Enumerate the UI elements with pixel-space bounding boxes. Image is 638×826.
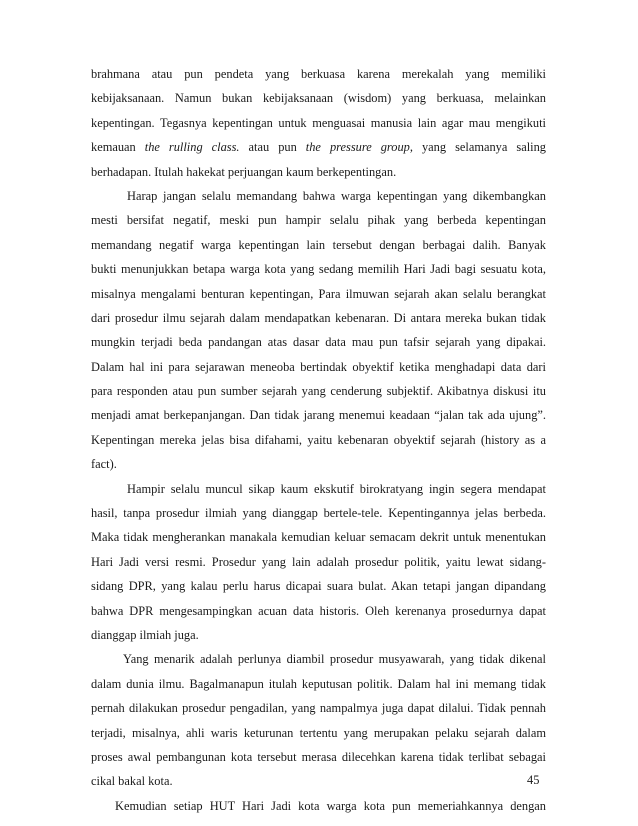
line-text: menjadi amat berkepanjangan. Dan tidak jarang menemui keadaan “jalan tak ada ujung”. xyxy=(91,408,546,423)
line-text: memandang negatif warga kepentingan lain tersebut dengan berbagai dalih. Banyak xyxy=(91,237,546,252)
text-line xyxy=(91,135,546,159)
page-number: 45 xyxy=(527,773,540,787)
line-text: kepentingan. Tegasnya kepentingan untuk menguasai manusia lain agar mau mengikuti xyxy=(91,115,546,130)
line-text: bukti menunjukkan betapa warga kota yang sedang memilih Hari Jadi bagi sesuatu kota, xyxy=(91,262,546,277)
text-line xyxy=(91,86,546,110)
line-text: Harap jangan selalu memandang bahwa warga kepentingan yang dikembangkan xyxy=(127,188,546,203)
text-line xyxy=(91,355,546,379)
line-text: bahwa DPR mengesampingkan acuan data historis. Oleh kerenanya prosedurnya dapat xyxy=(91,603,546,618)
text-line xyxy=(91,282,546,306)
italic-phrase: the pressure group, xyxy=(305,140,413,155)
text-line xyxy=(91,428,546,452)
line-text: para responden atau pun sumber sejarah yang cenderung subjektif. Akibatnya diskusi itu xyxy=(91,384,546,399)
line-text: Dalam hal ini para sejarawan meneoba bertindak obyektif ketika menghadapi data dari xyxy=(91,359,546,374)
text-line xyxy=(91,721,546,745)
line-text: Kemudian setiap HUT Hari Jadi kota warga kota pun memeriahkannya dengan xyxy=(115,798,546,813)
line-text: fact). xyxy=(91,457,117,472)
text-line xyxy=(91,306,546,330)
text-line xyxy=(91,794,546,818)
line-text: proses awal pembangunan kota tersebut merasa dilecehkan karena tidak terlibat sebagai xyxy=(91,749,546,764)
text-line xyxy=(91,330,546,354)
text-line xyxy=(91,696,546,720)
line-text: brahmana atau pun pendeta yang berkuasa karena merekalah yang memiliki xyxy=(91,67,546,81)
line-text: terjadi, misalnya, ahli waris keturunan tertentu yang merupakan pelaku sejarah dalam xyxy=(91,725,546,740)
text-line xyxy=(91,379,546,403)
line-text: dianggap ilmiah juga. xyxy=(91,627,199,642)
line-text: berhadapan. Itulah hakekat perjuangan kaum berkepentingan. xyxy=(91,164,397,179)
text-line xyxy=(91,160,546,184)
line-text: misalnya mengalami benturan kepentingan, Para ilmuwan sejarah akan selalu berangkat xyxy=(91,286,546,301)
text-line xyxy=(91,672,546,696)
line-text: pernah dilakukan prosedur pengadilan, yang nampalmya juga dapat dilalui. Tidak pennah xyxy=(91,701,546,716)
text-line xyxy=(91,647,546,671)
text-line xyxy=(91,452,546,476)
text-span: atau pun xyxy=(239,140,306,155)
text-line xyxy=(91,745,546,769)
text-span: kemauan xyxy=(91,140,145,155)
line-text: dalam dunia ilmu. Bagalmanapun itulah keputusan politik. Dalam hal ini memang tidak xyxy=(91,676,546,691)
line-text: kebijaksanaan. Namun bukan kebijaksanaan (wisdom) yang berkuasa, melainkan xyxy=(91,91,546,106)
line-text: Yang menarik adalah perlunya diambil prosedur musyawarah, yang tidak dikenal xyxy=(123,652,546,667)
line-text: Maka tidak mengherankan manakala kemudian keluar semacam dekrit untuk menentukan xyxy=(91,530,546,545)
text-line xyxy=(91,550,546,574)
text-line xyxy=(91,769,546,793)
body-text xyxy=(91,62,546,818)
line-text: Hari Jadi versi resmi. Prosedur yang lain adalah prosedur politik, yaitu lewat sidang- xyxy=(91,554,546,569)
line-text: mesti bersifat negatif, meski pun hampir selalu pihak yang berbeda kepentingan xyxy=(91,213,546,228)
italic-phrase: the rulling class. xyxy=(144,140,240,155)
text-line xyxy=(91,111,546,135)
line-text: Kepentingan mereka jelas bisa difahami, yaitu kebenaran obyektif sejarah (history as a xyxy=(91,432,546,447)
text-span: yang selamanya saling xyxy=(412,140,546,155)
text-line xyxy=(91,525,546,549)
line-text: Hampir selalu muncul sikap kaum ekskutif birokratyang ingin segera mendapat xyxy=(127,481,546,496)
text-line xyxy=(91,574,546,598)
document-page xyxy=(91,62,546,818)
line-text: mungkin terjadi beda pandangan atas dasar data mau pun tafsir sejarah yang dipakai. xyxy=(91,335,546,350)
text-line xyxy=(91,233,546,257)
line-text: hasil, tanpa prosedur ilmiah yang dianggap bertele-tele. Kepentingannya jelas berbeda. xyxy=(91,506,546,521)
text-line xyxy=(91,62,546,86)
line-text: dari prosedur ilmu sejarah dalam mendapatkan kebenaran. Di antara mereka bukan tidak xyxy=(91,310,546,325)
text-line xyxy=(91,623,546,647)
text-line xyxy=(91,208,546,232)
line-text: cikal bakal kota. xyxy=(91,774,173,789)
line-text: sidang DPR, yang kalau perlu harus dicapai suara bulat. Akan tetapi jangan dipandang xyxy=(91,579,546,594)
text-line xyxy=(91,501,546,525)
text-line xyxy=(91,403,546,427)
text-line xyxy=(91,184,546,208)
text-line xyxy=(91,477,546,501)
text-line xyxy=(91,599,546,623)
text-line xyxy=(91,257,546,281)
